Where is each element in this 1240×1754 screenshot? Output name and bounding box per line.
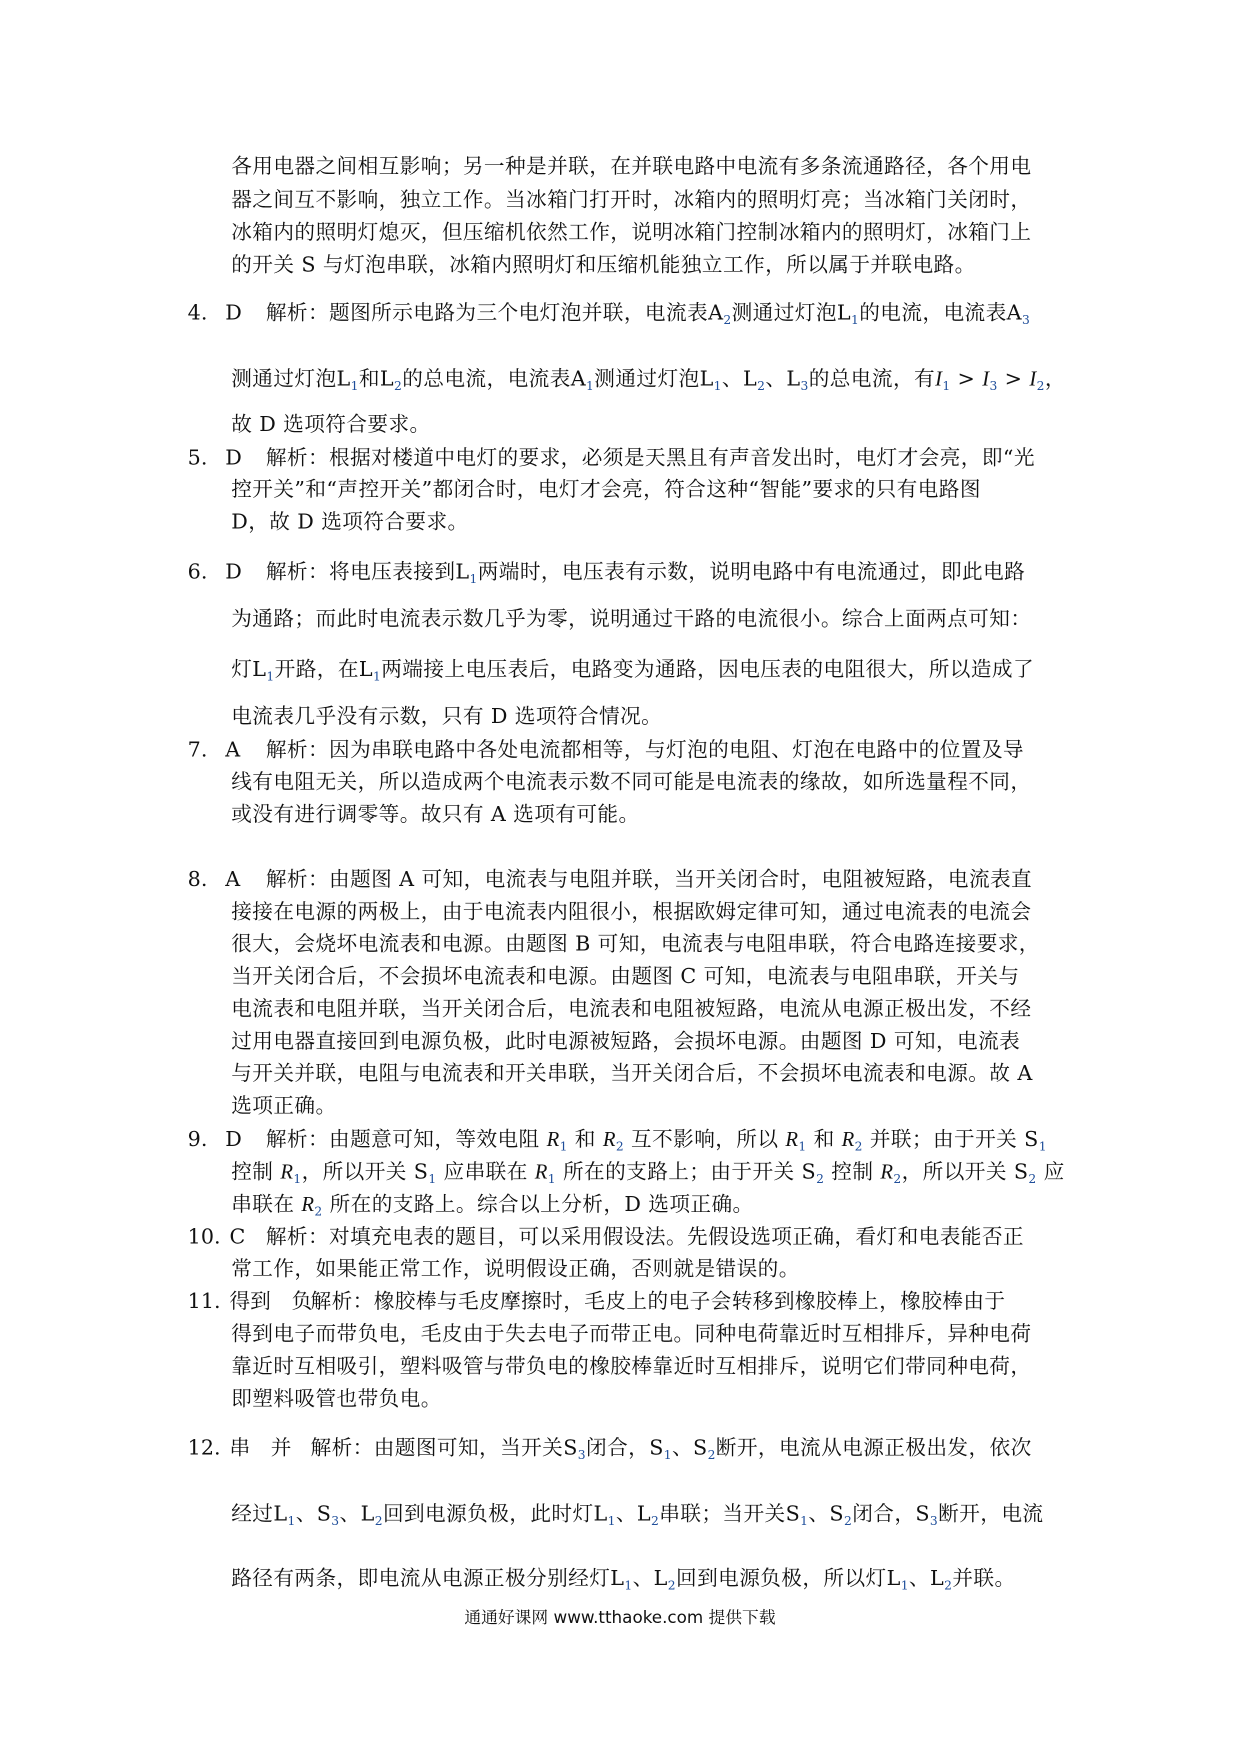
subscript: 2	[723, 312, 732, 328]
italic-symbol: R	[785, 1129, 799, 1152]
text-run: 互不影响，所以	[624, 1128, 786, 1152]
italic-symbol: R	[534, 1161, 548, 1185]
subscript: 2	[1036, 378, 1045, 394]
text-run: 、L	[908, 1567, 945, 1591]
text-line	[266, 560, 1025, 594]
item-answer: D	[225, 446, 242, 471]
text-run: 各用电器之间相互影响；另一种是并联，在并联电路中电流有多条流通路径，各个用电	[231, 155, 1032, 179]
text-run: 的总电流，有	[808, 367, 936, 391]
text-run: 线有电阻无关，所以造成两个电流表示数不同可能是电流表的缘故，如所选量程不同，	[231, 770, 1032, 795]
subscript: 2	[707, 1447, 716, 1463]
text-line	[231, 188, 1031, 215]
italic-symbol: R	[880, 1161, 894, 1185]
subscript: 2	[314, 1204, 323, 1219]
item-answer: D	[225, 1128, 242, 1152]
subscript: 1	[798, 1139, 807, 1154]
text-line	[231, 1061, 1032, 1088]
text-line	[231, 1094, 336, 1121]
text-line	[231, 1322, 1031, 1349]
subscript: 1	[287, 1513, 296, 1529]
subscript: 2	[944, 1578, 953, 1593]
subscript: 1	[624, 1578, 633, 1593]
text-run: 应串联在	[436, 1160, 535, 1185]
text-run: 过用电器直接回到电源负极，此时电源被短路，会损坏电源。由题图 D 可知，电流表	[231, 1029, 1021, 1054]
text-run: 闭合，S	[852, 1502, 930, 1526]
subscript: 1	[547, 1171, 557, 1187]
subscript: 2	[1028, 1171, 1037, 1187]
italic-symbol: R	[301, 1194, 315, 1217]
item-answer: D	[225, 301, 242, 326]
text-run: 电流表和电阻并联，当开关闭合后，电流表和电阻被短路，电流从电源正极出发，不经	[231, 997, 1032, 1022]
text-run: 测通过灯泡L	[594, 367, 714, 391]
text-line	[231, 1029, 1020, 1056]
text-run: 控制	[231, 1160, 281, 1185]
text-run: 断开，电流从电源正极出发，依次	[715, 1436, 1032, 1461]
text-run: 路径有两条，即电流从电源正极分别经灯L	[231, 1567, 625, 1591]
subscript: 2	[615, 1139, 625, 1154]
text-run: 解析：对填充电表的题目，可以采用假设法。先假设选项正确，看灯和电表能否正	[265, 1225, 1024, 1249]
text-run: 开路，在L	[274, 657, 374, 682]
subscript: 1	[800, 1513, 809, 1529]
text-run: 的总电流，电流表A	[402, 367, 587, 391]
item-answer: 串 并	[229, 1436, 292, 1461]
text-run: 、S	[295, 1502, 332, 1526]
subscript: 1	[559, 1139, 568, 1154]
text-run: 和L	[358, 367, 395, 391]
text-line	[231, 899, 1031, 926]
text-run: 测通过灯泡L	[231, 367, 351, 391]
text-run: 为通路；而此时电流表示数几乎为零，说明通过干路的电流很小。综合上面两点可知：	[231, 607, 1032, 632]
item-answer: A	[225, 738, 241, 762]
subscript: 1	[900, 1578, 909, 1593]
text-run: 串联；当开关S	[659, 1502, 801, 1526]
text-line	[231, 770, 1031, 797]
subscript: 2	[374, 1513, 383, 1529]
subscript: 1	[373, 669, 382, 684]
text-run: 冰箱内的照明灯熄灭，但压缩机依然工作，说明冰箱门控制冰箱内的照明灯，冰箱门上	[231, 221, 1032, 245]
italic-symbol: I	[982, 368, 990, 391]
text-line	[266, 300, 1030, 334]
text-line	[266, 1224, 1024, 1251]
subscript: 1	[713, 378, 722, 394]
italic-symbol: R	[841, 1129, 855, 1152]
item-number: 6. D	[187, 560, 242, 585]
subscript: 2	[757, 378, 766, 394]
text-run: 靠近时互相吸引，塑料吸管与带负电的橡胶棒靠近时互相排斥，说明它们带同种电荷，	[231, 1355, 1032, 1379]
text-run: 、L	[339, 1502, 375, 1526]
text-run: 并联。	[952, 1567, 1016, 1591]
text-line	[231, 477, 981, 504]
text-run: 断开，电流	[938, 1502, 1044, 1526]
text-line	[266, 737, 1024, 764]
subscript: 2	[667, 1578, 677, 1593]
item-answer: 得到 负	[229, 1290, 313, 1314]
item-number: 12. 串 并	[187, 1436, 292, 1461]
text-line	[311, 1289, 1006, 1316]
italic-symbol: I	[1029, 368, 1037, 391]
text-run: 电流表几乎没有示数，只有 D 选项符合情况。	[231, 704, 663, 729]
text-run: 解析：根据对楼道中电灯的要求，必须是天黑且有声音发出时，电灯才会亮，即“光	[265, 446, 1035, 471]
text-run: D，故 D 选项符合要求。	[231, 510, 469, 534]
text-line	[231, 154, 1031, 181]
text-run: 接接在电源的两极上，由于电流表内阻很小，根据欧姆定律可知，通过电流表的电流会	[231, 900, 1032, 924]
subscript: 1	[851, 312, 860, 328]
text-run: 、L	[632, 1567, 668, 1591]
text-line	[231, 996, 1031, 1023]
text-run: 器之间互不影响，独立工作。当冰箱门打开时，冰箱内的照明灯亮；当冰箱门关闭时，	[231, 188, 1032, 213]
item-number: 7. A	[187, 738, 241, 762]
text-run: 经过L	[231, 1502, 288, 1526]
subscript: 1	[607, 1513, 616, 1529]
text-run: 控制	[824, 1160, 881, 1185]
subscript: 1	[469, 571, 478, 587]
text-line	[231, 704, 662, 731]
item-number: 9. D	[187, 1128, 242, 1152]
text-run: 所在的支路上。综合以上分析，D 选项正确。	[322, 1193, 754, 1217]
text-run: 测通过灯泡L	[731, 301, 852, 326]
text-line	[231, 1566, 1015, 1600]
text-run: 解析：题图所示电路为三个电灯泡并联，电流表A	[265, 301, 724, 326]
subscript: 2	[651, 1513, 660, 1529]
text-run: 即塑料吸管也带负电。	[231, 1387, 442, 1411]
text-run: 、S	[808, 1502, 844, 1526]
subscript: 1	[586, 378, 595, 394]
text-run: 串联在	[231, 1193, 302, 1217]
subscript: 3	[989, 378, 998, 394]
subscript: 1	[266, 669, 275, 684]
text-run: 当开关闭合后，不会损坏电流表和电源。由题图 C 可知，电流表与电阻串联，开关与	[231, 965, 1020, 989]
text-run: 、S	[671, 1436, 708, 1461]
text-run: 、L	[615, 1502, 652, 1526]
italic-symbol: R	[280, 1161, 294, 1185]
text-line	[311, 1435, 1032, 1469]
subscript: 2	[843, 1513, 853, 1529]
text-line	[231, 1192, 753, 1226]
item-number: 8. A	[187, 867, 241, 892]
text-run: 故 D 选项符合要求。	[231, 413, 431, 437]
subscript: 3	[929, 1513, 939, 1529]
text-run: 控开关”和“声控开关”都闭合时，电灯才会亮，符合这种“智能”要求的只有电路图	[231, 478, 981, 502]
text-line	[231, 1257, 800, 1284]
item-answer: A	[225, 867, 241, 892]
text-line	[231, 1354, 1031, 1381]
subscript: 1	[428, 1171, 437, 1187]
text-line	[266, 867, 1032, 894]
text-line	[231, 657, 1034, 691]
text-run: 选项正确。	[231, 1094, 337, 1119]
text-line	[231, 1160, 1064, 1194]
text-run: 很大，会烧坏电流表和电源。由题图 B 可知，电流表与电阻串联，符合电路连接要求，	[231, 932, 1040, 957]
subscript: 3	[800, 378, 809, 394]
subscript: 2	[394, 378, 403, 394]
text-run: 解析：将电压表接到L	[265, 560, 470, 585]
italic-symbol: I	[935, 368, 943, 391]
text-run: 回到电源负极，此时灯L	[382, 1502, 608, 1526]
text-line	[266, 1127, 1047, 1161]
text-line	[231, 220, 1031, 247]
text-run: 解析：由题意可知，等效电阻	[265, 1128, 547, 1152]
subscript: 2	[854, 1139, 863, 1154]
text-line	[231, 1386, 442, 1413]
item-number: 5. D	[187, 446, 242, 471]
item-number: 4. D	[187, 301, 242, 326]
footer-text: 通通好课网 www.tthaoke.com 提供下载	[464, 1607, 776, 1628]
text-line	[231, 509, 468, 536]
italic-symbol: R	[602, 1129, 616, 1152]
text-run: 解析：橡胶棒与毛皮摩擦时，毛皮上的电子会转移到橡胶棒上，橡胶棒由于	[310, 1290, 1006, 1314]
text-run: >	[950, 367, 983, 391]
text-run: 解析：由题图 A 可知，电流表与电阻并联，当开关闭合时，电阻被短路，电流表直	[265, 867, 1033, 892]
text-run: 和	[806, 1128, 842, 1152]
item-answer: D	[225, 560, 242, 585]
text-run: 并联；由于开关 S	[862, 1128, 1039, 1152]
text-run: 两端接上电压表后，电路变为通路，因电压表的电阻很大，所以造成了	[381, 657, 1035, 682]
text-line	[231, 802, 639, 829]
text-line	[231, 607, 1031, 634]
subscript: 2	[893, 1171, 902, 1187]
subscript: 1	[663, 1447, 672, 1463]
text-run: 的开关 S 与灯泡串联，冰箱内照明灯和压缩机能独立工作，所以属于并联电路。	[231, 253, 976, 278]
text-line	[231, 932, 1040, 959]
item-answer: C	[229, 1225, 246, 1249]
text-line	[231, 964, 1019, 991]
text-run: ，所以开关 S	[301, 1160, 429, 1185]
text-run: 、L	[765, 367, 801, 391]
text-run: 所在的支路上；由于开关 S	[556, 1160, 817, 1185]
subscript: 1	[1038, 1139, 1047, 1154]
text-run: 与开关并联，电阻与电流表和开关串联，当开关闭合后，不会损坏电流表和电源。故 A	[231, 1062, 1033, 1086]
text-run: 灯L	[231, 657, 267, 682]
text-run: ，所以开关 S	[901, 1160, 1029, 1185]
subscript: 1	[350, 378, 359, 394]
item-number: 11. 得到 负	[187, 1290, 313, 1314]
text-line	[266, 446, 1035, 473]
text-run: 应	[1036, 1160, 1065, 1185]
text-run: >	[997, 367, 1030, 391]
text-run: 的电流，电流表A	[859, 301, 1022, 326]
subscript: 3	[577, 1447, 587, 1463]
subscript: 3	[1021, 312, 1031, 328]
subscript: 3	[331, 1513, 340, 1529]
text-run: 得到电子而带负电，毛皮由于失去电子而带正电。同种电荷靠近时互相排斥，异种电荷	[231, 1322, 1032, 1347]
text-run: 解析：由题图可知，当开关S	[310, 1436, 578, 1461]
text-run: 回到电源负极，所以灯L	[676, 1567, 901, 1591]
text-run: 解析：因为串联电路中各处电流都相等，与灯泡的电阻、灯泡在电路中的位置及导	[265, 738, 1024, 762]
subscript: 2	[816, 1171, 825, 1187]
subscript: 1	[942, 378, 951, 394]
text-line	[231, 366, 1066, 400]
italic-symbol: R	[546, 1129, 560, 1152]
text-run: ，	[1044, 367, 1066, 391]
text-line	[231, 1501, 1043, 1535]
text-run: 或没有进行调零等。故只有 A 选项有可能。	[231, 803, 640, 827]
text-line	[231, 252, 975, 279]
text-run: 闭合，S	[586, 1436, 664, 1461]
text-run: 两端时，电压表有示数，说明电路中有电流通过，即此电路	[477, 560, 1026, 585]
text-line	[231, 412, 430, 439]
text-run: 和	[567, 1128, 603, 1152]
text-run: 、L	[721, 367, 758, 391]
subscript: 1	[293, 1171, 302, 1187]
text-run: 常工作，如果能正常工作，说明假设正确，否则就是错误的。	[231, 1257, 800, 1282]
item-number: 10. C	[187, 1225, 246, 1249]
